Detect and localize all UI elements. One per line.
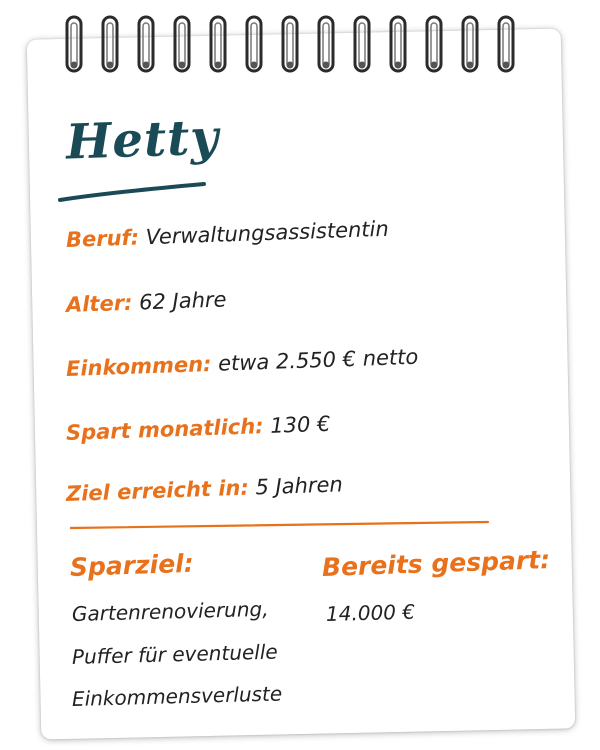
field-label: Spart monatlich: xyxy=(65,414,265,445)
goal-line: Puffer für eventuelle xyxy=(71,639,278,669)
saved-title: Bereits gespart: xyxy=(321,545,551,582)
saved-value: 14.000 € xyxy=(325,599,416,626)
field-value: Verwaltungsassistentin xyxy=(145,216,390,250)
spiral-ring-icon xyxy=(99,15,121,73)
spiral-ring-icon xyxy=(459,15,481,73)
spiral-ring-icon xyxy=(63,15,85,73)
spiral-binding xyxy=(0,0,600,80)
field-value: 130 € xyxy=(269,411,331,438)
section-divider xyxy=(70,518,490,532)
field-label: Beruf: xyxy=(65,225,140,252)
spiral-ring-icon xyxy=(171,15,193,73)
goal-line: Gartenrenovierung, xyxy=(71,596,269,626)
spiral-ring-icon xyxy=(387,15,409,73)
field-value: 62 Jahre xyxy=(138,287,227,315)
profile-name: Hetty xyxy=(65,109,221,171)
spiral-ring-icon xyxy=(243,15,265,73)
name-underline xyxy=(58,180,208,204)
field-label: Ziel erreicht in: xyxy=(65,475,250,506)
field-label: Alter: xyxy=(65,290,133,317)
spiral-ring-icon xyxy=(279,15,301,73)
spiral-ring-icon xyxy=(207,15,229,73)
field-value: etwa 2.550 € netto xyxy=(217,344,419,376)
spiral-ring-icon xyxy=(135,15,157,73)
spiral-ring-icon xyxy=(351,15,373,73)
spiral-ring-icon xyxy=(423,15,445,73)
spiral-ring-icon xyxy=(495,15,517,73)
goal-line: Einkommensverluste xyxy=(71,681,283,711)
field-label: Einkommen: xyxy=(65,351,212,381)
spiral-ring-icon xyxy=(315,15,337,73)
goal-title: Sparziel: xyxy=(69,548,195,582)
field-value: 5 Jahren xyxy=(255,472,344,500)
